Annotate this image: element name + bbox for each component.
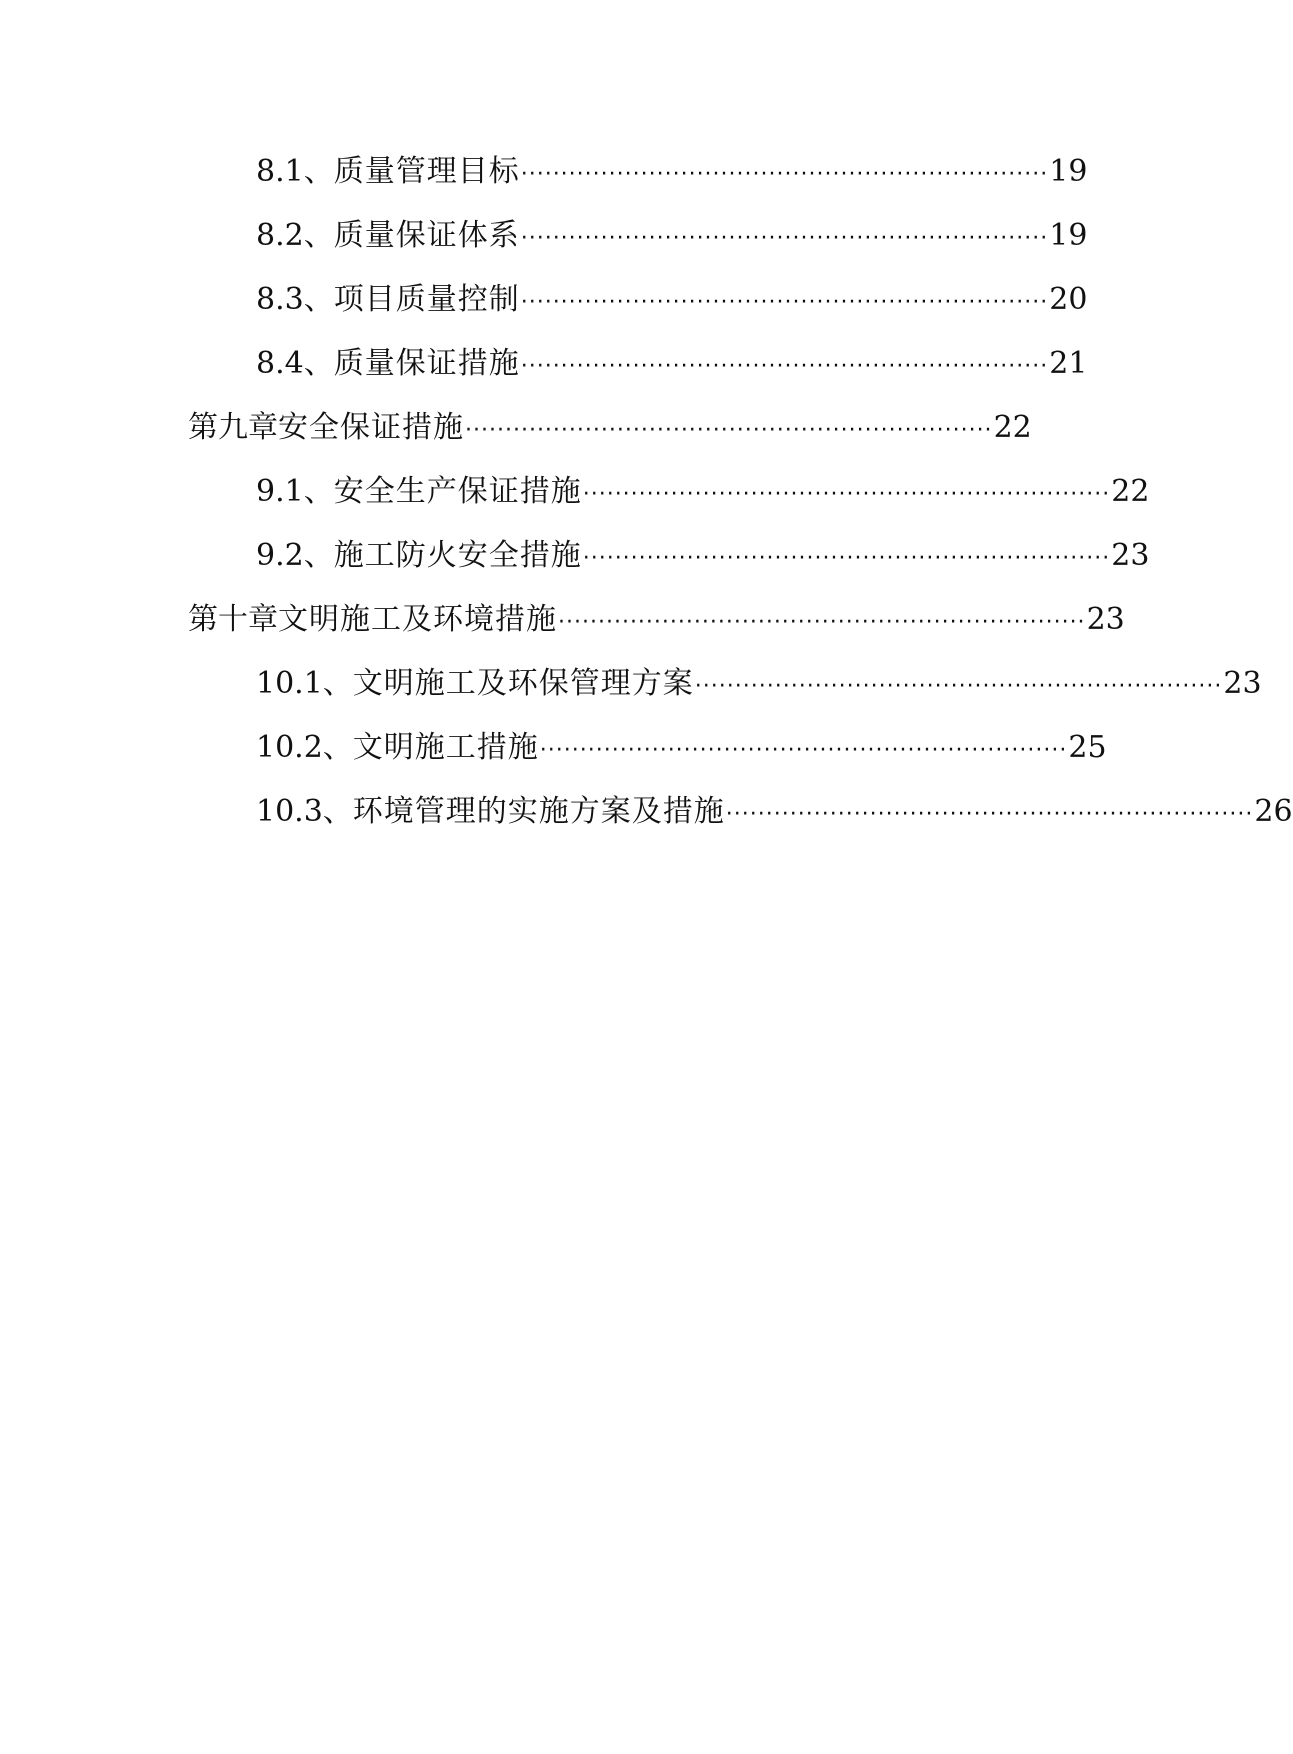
dot-leader: ·································································· [465,418,993,443]
chapter-number: 第九章 [188,410,278,445]
toc-entry-10-2[interactable] [256,728,1107,768]
entry-title: 环境管理的实施方案及措施 [352,794,725,829]
toc-entry-10-1[interactable] [256,664,1262,704]
chapter-number: 第十章 [188,602,278,637]
entry-page-number: 22 [993,410,1032,445]
entry-title: 项目质量控制 [333,282,520,317]
entry-number: 10.2、 [256,730,353,765]
entry-number: 9.2、 [256,538,334,573]
dot-leader: ·································································· [582,546,1111,571]
entry-number: 9.1、 [256,474,334,509]
entry-page-number: 25 [1068,730,1107,765]
entry-page-number: 23 [1086,602,1125,637]
entry-title: 安全生产保证措施 [333,474,582,509]
entry-number: 8.4、 [256,346,334,381]
toc-entry-8-1[interactable] [256,152,1088,192]
entry-number: 8.2、 [256,218,334,253]
toc-entry-chapter-10[interactable] [188,600,1125,640]
dot-leader: ·································································· [520,226,1049,251]
entry-title: 质量保证体系 [333,218,520,253]
entry-page-number: 23 [1111,538,1150,573]
dot-leader: ·································································· [725,802,1254,827]
entry-title: 文明施工及环保管理方案 [352,666,694,701]
entry-page-number: 20 [1049,282,1088,317]
entry-page-number: 22 [1111,474,1150,509]
entry-number: 8.3、 [256,282,334,317]
entry-title: 质量保证措施 [333,346,520,381]
toc-entry-8-2[interactable] [256,216,1088,256]
toc-entry-10-3[interactable] [256,792,1293,832]
toc-entry-9-1[interactable] [256,472,1150,512]
entry-number: 10.3、 [256,794,353,829]
entry-page-number: 19 [1049,154,1088,189]
dot-leader: ·································································· [520,290,1049,315]
entry-page-number: 26 [1254,794,1293,829]
entry-title: 安全保证措施 [278,410,464,445]
dot-leader: ·································································· [520,354,1049,379]
entry-page-number: 19 [1049,218,1088,253]
toc-entry-9-2[interactable] [256,536,1150,576]
entry-page-number: 23 [1223,666,1262,701]
toc-entry-8-3[interactable] [256,280,1088,320]
entry-title: 文明施工及环境措施 [278,602,557,637]
dot-leader: ·································································· [539,738,1068,763]
entry-title: 质量管理目标 [333,154,520,189]
entry-title: 文明施工措施 [352,730,539,765]
entry-number: 10.1、 [256,666,353,701]
entry-title: 施工防火安全措施 [333,538,582,573]
toc-entry-8-4[interactable] [256,344,1088,384]
dot-leader: ·································································· [520,162,1049,187]
toc-entry-chapter-9[interactable] [188,408,1032,448]
entry-page-number: 21 [1049,346,1088,381]
entry-number: 8.1、 [256,154,334,189]
dot-leader: ·································································· [558,610,1086,635]
dot-leader: ·································································· [582,482,1111,507]
dot-leader: ·································································· [694,674,1223,699]
